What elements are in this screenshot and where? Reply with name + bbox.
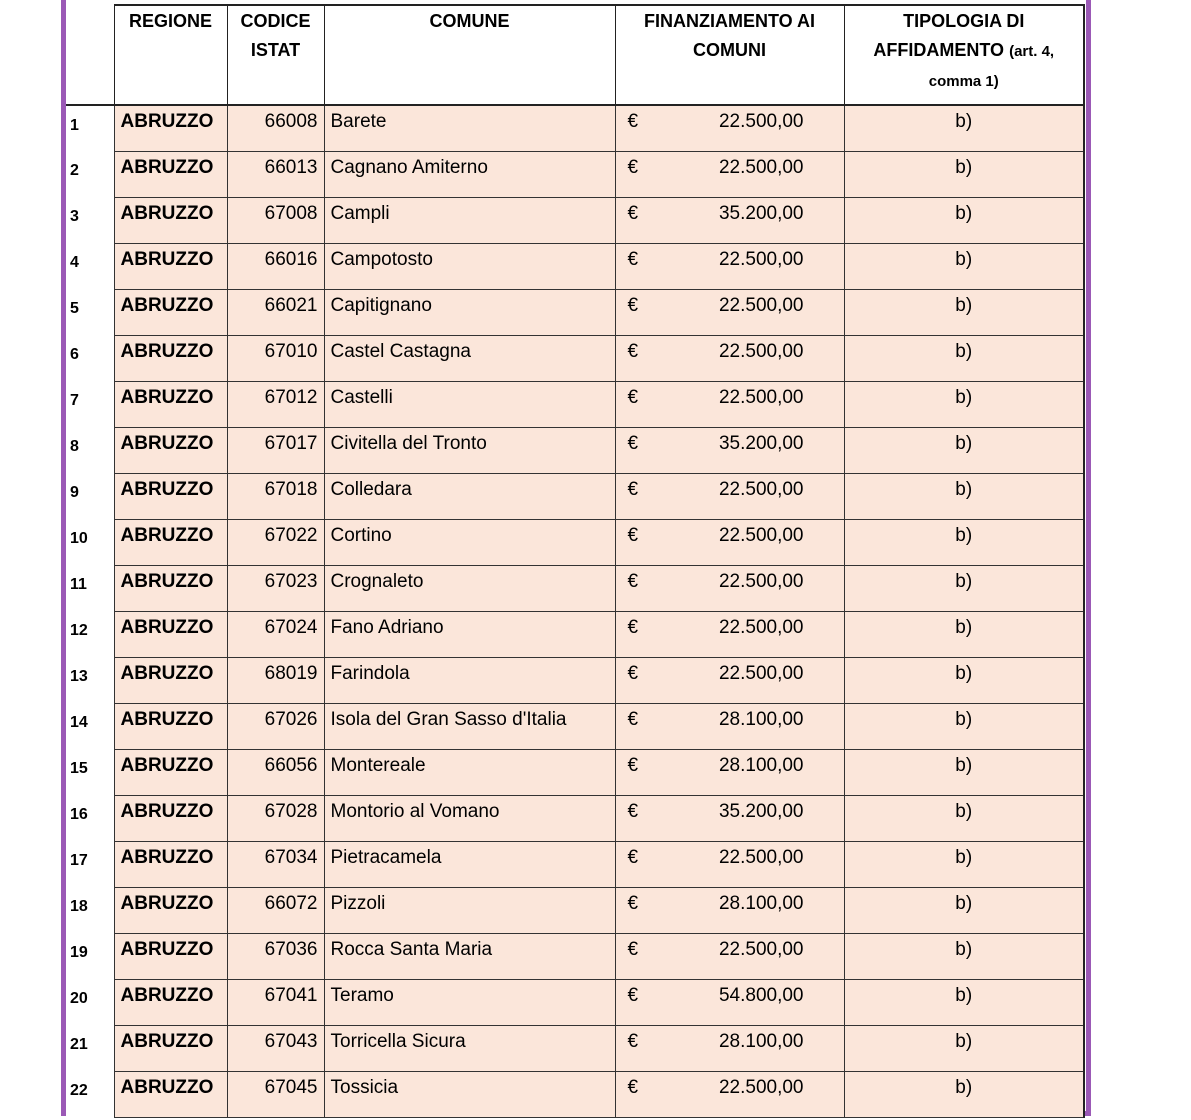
row-number: 6 <box>66 335 114 381</box>
codice-istat-cell: 68019 <box>227 657 324 703</box>
row-number: 21 <box>66 1025 114 1071</box>
regione-cell: ABRUZZO <box>114 933 227 979</box>
codice-istat-cell: 67018 <box>227 473 324 519</box>
finanziamento-cell <box>615 1025 844 1071</box>
amount-value: 22.500,00 <box>718 294 804 316</box>
comune-cell: Colledara <box>324 473 615 519</box>
finanziamento-cell <box>615 979 844 1025</box>
comune-cell: Montorio al Vomano <box>324 795 615 841</box>
comune-cell: Civitella del Tronto <box>324 427 615 473</box>
comune-cell: Pizzoli <box>324 887 615 933</box>
euro-symbol: € <box>627 111 639 132</box>
tipologia-cell: b) <box>844 703 1084 749</box>
amount-value: 22.500,00 <box>718 340 804 362</box>
finanziamento-cell <box>615 289 844 335</box>
regione-cell: ABRUZZO <box>114 749 227 795</box>
header-codice-line2: ISTAT <box>250 40 301 60</box>
table-row <box>66 933 1084 979</box>
row-number: 19 <box>66 933 114 979</box>
euro-symbol: € <box>627 754 639 776</box>
codice-istat-cell: 67043 <box>227 1025 324 1071</box>
euro-symbol: € <box>627 524 639 546</box>
finanziamento-cell <box>615 565 844 611</box>
regione-cell: ABRUZZO <box>114 703 227 749</box>
row-number: 14 <box>66 703 114 749</box>
codice-istat-cell: 66016 <box>227 243 324 289</box>
comune-cell: Fano Adriano <box>324 611 615 657</box>
regione-cell: ABRUZZO <box>114 887 227 933</box>
amount-value: 22.500,00 <box>718 248 804 270</box>
amount-value: 28.100,00 <box>718 892 804 914</box>
tipologia-cell: b) <box>844 473 1084 519</box>
regione-cell: ABRUZZO <box>114 427 227 473</box>
finanziamento-cell <box>615 473 844 519</box>
regione-cell: ABRUZZO <box>114 289 227 335</box>
finanziamento-cell <box>615 887 844 933</box>
financing-table <box>66 4 1085 1118</box>
amount-value: 22.500,00 <box>718 111 804 132</box>
row-number: 18 <box>66 887 114 933</box>
regione-cell: ABRUZZO <box>114 105 227 151</box>
finanziamento-cell <box>615 611 844 657</box>
table-row <box>66 795 1084 841</box>
comune-cell: Teramo <box>324 979 615 1025</box>
tipologia-cell: b) <box>844 289 1084 335</box>
regione-cell: ABRUZZO <box>114 1071 227 1117</box>
tipologia-cell: b) <box>844 887 1084 933</box>
euro-symbol: € <box>627 616 639 638</box>
codice-istat-cell: 67024 <box>227 611 324 657</box>
table-row <box>66 887 1084 933</box>
row-number: 5 <box>66 289 114 335</box>
row-number: 9 <box>66 473 114 519</box>
euro-symbol: € <box>627 248 639 270</box>
codice-istat-cell: 66021 <box>227 289 324 335</box>
table-body <box>66 105 1084 1117</box>
comune-cell: Pietracamela <box>324 841 615 887</box>
table-row <box>66 657 1084 703</box>
table-row <box>66 979 1084 1025</box>
tipologia-cell: b) <box>844 565 1084 611</box>
header-finanziamento-line1: FINANZIAMENTO AI <box>644 11 815 31</box>
row-number: 2 <box>66 151 114 197</box>
amount-value: 35.200,00 <box>718 202 804 224</box>
comune-cell: Barete <box>324 105 615 151</box>
table-row <box>66 243 1084 289</box>
finanziamento-cell <box>615 841 844 887</box>
tipologia-cell: b) <box>844 105 1084 151</box>
tipologia-cell: b) <box>844 979 1084 1025</box>
codice-istat-cell: 67026 <box>227 703 324 749</box>
header-tipologia-note1: (art. 4, <box>1009 43 1055 60</box>
tipologia-cell: b) <box>844 841 1084 887</box>
amount-value: 22.500,00 <box>718 846 804 868</box>
table-row <box>66 427 1084 473</box>
header-codice-istat <box>227 5 324 105</box>
finanziamento-cell <box>615 151 844 197</box>
amount-value: 35.200,00 <box>718 432 804 454</box>
codice-istat-cell: 67034 <box>227 841 324 887</box>
table-row <box>66 289 1084 335</box>
row-number: 12 <box>66 611 114 657</box>
header-tipologia-line1: TIPOLOGIA DI <box>903 11 1025 31</box>
table-row <box>66 703 1084 749</box>
comune-cell: Montereale <box>324 749 615 795</box>
amount-value: 22.500,00 <box>718 386 804 408</box>
row-number: 8 <box>66 427 114 473</box>
comune-cell: Castelli <box>324 381 615 427</box>
finanziamento-cell <box>615 335 844 381</box>
table-row <box>66 519 1084 565</box>
codice-istat-cell: 67012 <box>227 381 324 427</box>
comune-cell: Campli <box>324 197 615 243</box>
regione-cell: ABRUZZO <box>114 197 227 243</box>
regione-cell: ABRUZZO <box>114 611 227 657</box>
finanziamento-cell <box>615 1071 844 1117</box>
table-row <box>66 105 1084 151</box>
euro-symbol: € <box>627 800 639 822</box>
header-row <box>66 5 1084 105</box>
table-row <box>66 565 1084 611</box>
tipologia-cell: b) <box>844 795 1084 841</box>
header-row-number <box>66 5 114 105</box>
table-row <box>66 749 1084 795</box>
tipologia-cell: b) <box>844 657 1084 703</box>
row-number: 17 <box>66 841 114 887</box>
amount-value: 22.500,00 <box>718 662 804 684</box>
row-number: 15 <box>66 749 114 795</box>
table-row <box>66 1025 1084 1071</box>
table-row <box>66 335 1084 381</box>
comune-cell: Torricella Sicura <box>324 1025 615 1071</box>
amount-value: 22.500,00 <box>718 156 804 178</box>
finanziamento-cell <box>615 197 844 243</box>
regione-cell: ABRUZZO <box>114 657 227 703</box>
row-number: 1 <box>66 105 114 151</box>
tipologia-cell: b) <box>844 243 1084 289</box>
amount-value: 28.100,00 <box>718 1030 804 1052</box>
tipologia-cell: b) <box>844 427 1084 473</box>
header-finanziamento <box>615 5 844 105</box>
euro-symbol: € <box>627 386 639 408</box>
tipologia-cell: b) <box>844 1071 1084 1117</box>
euro-symbol: € <box>627 1076 639 1098</box>
amount-value: 35.200,00 <box>718 800 804 822</box>
regione-cell: ABRUZZO <box>114 151 227 197</box>
row-number: 20 <box>66 979 114 1025</box>
codice-istat-cell: 67028 <box>227 795 324 841</box>
euro-symbol: € <box>627 708 639 730</box>
codice-istat-cell: 67023 <box>227 565 324 611</box>
amount-value: 54.800,00 <box>718 984 804 1006</box>
row-number: 16 <box>66 795 114 841</box>
tipologia-cell: b) <box>844 197 1084 243</box>
euro-symbol: € <box>627 340 639 362</box>
row-number: 3 <box>66 197 114 243</box>
regione-cell: ABRUZZO <box>114 381 227 427</box>
regione-cell: ABRUZZO <box>114 565 227 611</box>
comune-cell: Farindola <box>324 657 615 703</box>
header-finanziamento-line2: COMUNI <box>693 40 766 60</box>
regione-cell: ABRUZZO <box>114 795 227 841</box>
row-number: 11 <box>66 565 114 611</box>
codice-istat-cell: 66013 <box>227 151 324 197</box>
table-row <box>66 1071 1084 1117</box>
euro-symbol: € <box>627 1030 639 1052</box>
tipologia-cell: b) <box>844 749 1084 795</box>
table-row <box>66 841 1084 887</box>
finanziamento-cell <box>615 427 844 473</box>
table-row <box>66 381 1084 427</box>
euro-symbol: € <box>627 156 639 178</box>
euro-symbol: € <box>627 294 639 316</box>
header-codice-line1: CODICE <box>240 11 311 31</box>
finanziamento-cell <box>615 703 844 749</box>
regione-cell: ABRUZZO <box>114 335 227 381</box>
regione-cell: ABRUZZO <box>114 979 227 1025</box>
tipologia-cell: b) <box>844 519 1084 565</box>
table-row <box>66 473 1084 519</box>
header-comune: COMUNE <box>324 5 615 105</box>
euro-symbol: € <box>627 984 639 1006</box>
euro-symbol: € <box>627 570 639 592</box>
finanziamento-cell <box>615 795 844 841</box>
amount-value: 28.100,00 <box>718 708 804 730</box>
row-number: 10 <box>66 519 114 565</box>
regione-cell: ABRUZZO <box>114 519 227 565</box>
tipologia-cell: b) <box>844 151 1084 197</box>
tipologia-cell: b) <box>844 381 1084 427</box>
table-row <box>66 611 1084 657</box>
row-number: 13 <box>66 657 114 703</box>
codice-istat-cell: 67010 <box>227 335 324 381</box>
finanziamento-cell <box>615 105 844 151</box>
tipologia-cell: b) <box>844 1025 1084 1071</box>
euro-symbol: € <box>627 662 639 684</box>
euro-symbol: € <box>627 432 639 454</box>
codice-istat-cell: 66008 <box>227 105 324 151</box>
finanziamento-cell <box>615 933 844 979</box>
amount-value: 28.100,00 <box>718 754 804 776</box>
codice-istat-cell: 67045 <box>227 1071 324 1117</box>
row-number: 4 <box>66 243 114 289</box>
amount-value: 22.500,00 <box>718 478 804 500</box>
comune-cell: Capitignano <box>324 289 615 335</box>
codice-istat-cell: 66056 <box>227 749 324 795</box>
regione-cell: ABRUZZO <box>114 1025 227 1071</box>
regione-cell: ABRUZZO <box>114 841 227 887</box>
comune-cell: Isola del Gran Sasso d'Italia <box>324 703 615 749</box>
codice-istat-cell: 67017 <box>227 427 324 473</box>
table-row <box>66 197 1084 243</box>
euro-symbol: € <box>627 846 639 868</box>
codice-istat-cell: 67041 <box>227 979 324 1025</box>
amount-value: 22.500,00 <box>718 616 804 638</box>
amount-value: 22.500,00 <box>718 570 804 592</box>
amount-value: 22.500,00 <box>718 938 804 960</box>
comune-cell: Cortino <box>324 519 615 565</box>
codice-istat-cell: 67036 <box>227 933 324 979</box>
header-tipologia-line2: AFFIDAMENTO <box>873 40 1005 60</box>
codice-istat-cell: 67008 <box>227 197 324 243</box>
comune-cell: Tossicia <box>324 1071 615 1117</box>
euro-symbol: € <box>627 938 639 960</box>
amount-value: 22.500,00 <box>718 524 804 546</box>
header-regione: REGIONE <box>114 5 227 105</box>
euro-symbol: € <box>627 892 639 914</box>
header-tipologia <box>844 5 1084 105</box>
finanziamento-cell <box>615 519 844 565</box>
table-header <box>66 5 1084 105</box>
regione-cell: ABRUZZO <box>114 473 227 519</box>
comune-cell: Cagnano Amiterno <box>324 151 615 197</box>
finanziamento-cell <box>615 749 844 795</box>
table-row <box>66 151 1084 197</box>
finanziamento-cell <box>615 243 844 289</box>
euro-symbol: € <box>627 478 639 500</box>
comune-cell: Castel Castagna <box>324 335 615 381</box>
euro-symbol: € <box>627 202 639 224</box>
tipologia-cell: b) <box>844 335 1084 381</box>
row-number: 7 <box>66 381 114 427</box>
tipologia-cell: b) <box>844 933 1084 979</box>
comune-cell: Rocca Santa Maria <box>324 933 615 979</box>
codice-istat-cell: 66072 <box>227 887 324 933</box>
comune-cell: Crognaleto <box>324 565 615 611</box>
regione-cell: ABRUZZO <box>114 243 227 289</box>
tipologia-cell: b) <box>844 611 1084 657</box>
header-tipologia-note2: comma 1) <box>928 73 999 90</box>
comune-cell: Campotosto <box>324 243 615 289</box>
codice-istat-cell: 67022 <box>227 519 324 565</box>
finanziamento-cell <box>615 657 844 703</box>
row-number: 22 <box>66 1071 114 1117</box>
finanziamento-cell <box>615 381 844 427</box>
amount-value: 22.500,00 <box>718 1076 804 1098</box>
